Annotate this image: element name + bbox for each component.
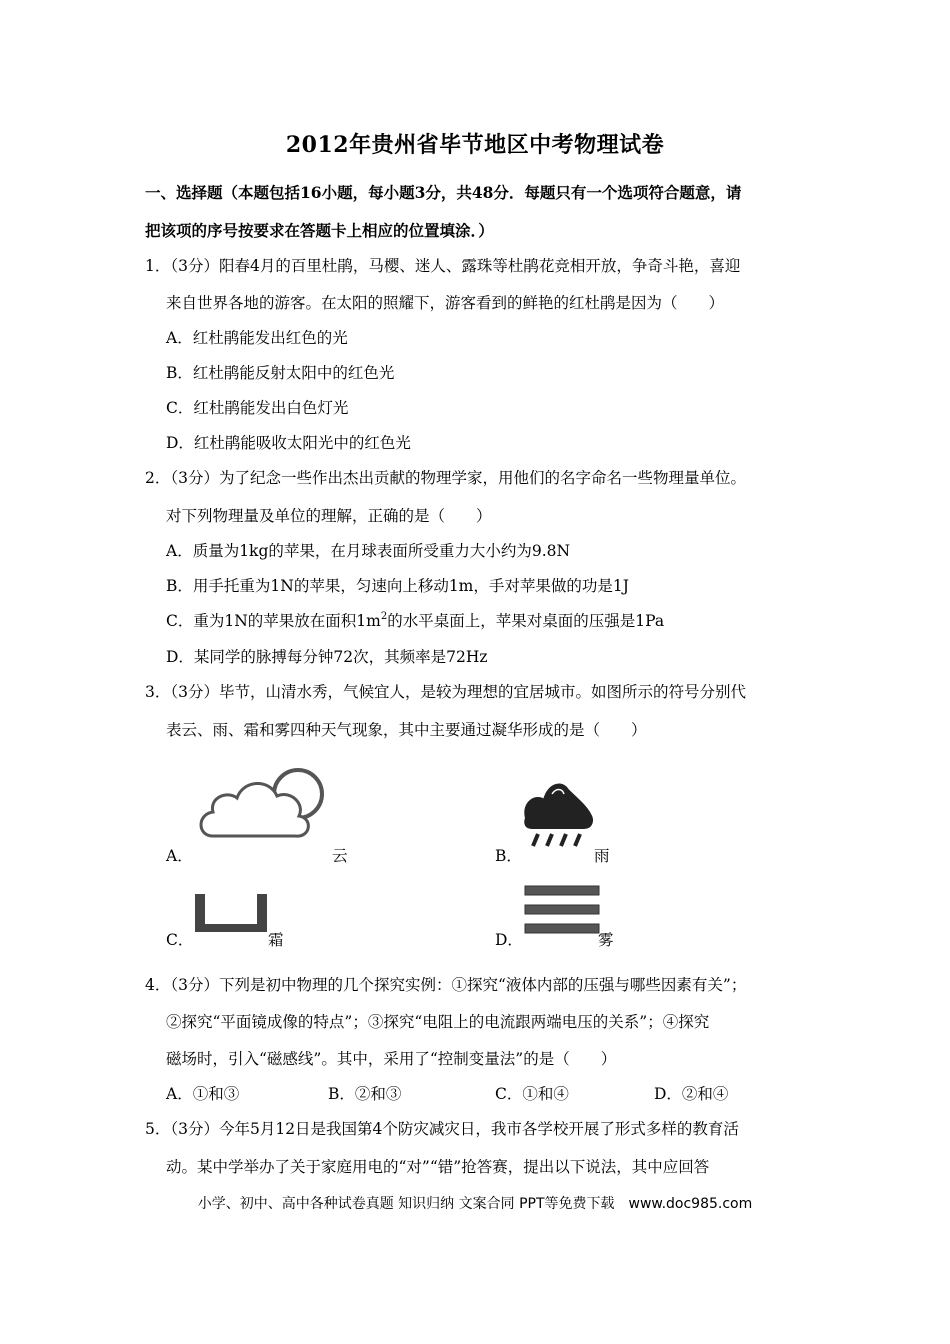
- q2-option-d: D．某同学的脉搏每分钟72次，其频率是72Hz: [166, 648, 488, 666]
- q3-option-c-name: 霜: [268, 931, 284, 949]
- q1-option-d: D．红杜鹃能吸收太阳光中的红色光: [166, 434, 411, 452]
- q4-stem-line2: ②探究“平面镜成像的特点”；③探究“电阻上的电流跟两端电压的关系”；④探究: [166, 1013, 710, 1031]
- q4-stem-line3: 磁场时，引入“磁感线”。其中，采用了“控制变量法”的是（ ）: [166, 1050, 617, 1068]
- rain-icon: [522, 776, 596, 848]
- q1-stem-line1: 1．（3分）阳春4月的百里杜鹃，马樱、迷人、露珠等杜鹃花竞相开放，争奇斗艳，喜迎: [145, 257, 741, 275]
- section-heading-line1: 一、选择题（本题包括16小题，每小题3分，共48分．每题只有一个选项符合题意，请: [145, 183, 742, 202]
- q1-option-b: B．红杜鹃能反射太阳中的红色光: [166, 364, 395, 382]
- q3-option-d-name: 雾: [598, 931, 614, 949]
- q2-stem-line1: 2．（3分）为了纪念一些作出杰出贡献的物理学家，用他们的名字命名一些物理量单位。: [145, 469, 746, 487]
- q3-option-c-label: C．: [166, 931, 194, 949]
- q3-option-a-label: A．: [166, 847, 193, 865]
- q3-stem-line2: 表云、雨、霜和雾四种天气现象，其中主要通过凝华形成的是（ ）: [166, 721, 647, 739]
- q1-stem-line2: 来自世界各地的游客。在太阳的照耀下，游客看到的鲜艳的红杜鹃是因为（ ）: [166, 294, 725, 312]
- q3-option-b-name: 雨: [594, 847, 610, 865]
- section-heading-line2: 把该项的序号按要求在答题卡上相应的位置填涂．）: [145, 221, 494, 240]
- q5-stem-line1: 5．（3分）今年5月12日是我国第4个防灾减灾日，我市各学校开展了形式多样的教育活: [145, 1120, 739, 1138]
- q2-option-c-pre: C．重为1N的苹果放在面积1m: [166, 612, 381, 630]
- frost-icon: [193, 892, 269, 934]
- cloud-icon: [195, 762, 335, 844]
- q2-option-c-post: 的水平桌面上，苹果对桌面的压强是1Pa: [387, 612, 665, 630]
- q3-option-b-label: B．: [495, 847, 522, 865]
- q1-option-c: C．红杜鹃能发出白色灯光: [166, 399, 349, 417]
- q2-stem-line2: 对下列物理量及单位的理解，正确的是（ ）: [166, 507, 492, 525]
- q2-option-c: [166, 611, 664, 631]
- q4-option-b: B．②和③: [328, 1085, 402, 1103]
- q3-option-a-name: 云: [332, 847, 348, 865]
- page-title: 2012年贵州省毕节地区中考物理试卷: [285, 132, 665, 158]
- q4-option-c: C．①和④: [495, 1085, 569, 1103]
- q4-option-a: A．①和③: [166, 1085, 240, 1103]
- q2-option-b: B．用手托重为1N的苹果，匀速向上移动1m，手对苹果做的功是1J: [166, 577, 629, 595]
- q2-option-a: A．质量为1kg的苹果，在月球表面所受重力大小约为9.8N: [166, 542, 571, 560]
- page-footer: 小学、初中、高中各种试卷真题 知识归纳 文案合同 PPT等免费下载 www.doc985.com: [197, 1196, 753, 1212]
- q3-stem-line1: 3．（3分）毕节，山清水秀，气候宜人，是较为理想的宜居城市。如图所示的符号分别代: [145, 683, 746, 701]
- q3-option-d-label: D．: [495, 931, 523, 949]
- q1-option-a: A．红杜鹃能发出红色的光: [166, 329, 348, 347]
- q4-option-d: D．②和④: [654, 1085, 729, 1103]
- q2-option-c-sup: 2: [380, 611, 388, 622]
- q5-stem-line2: 动。某中学举办了关于家庭用电的“对”“错”抢答赛，提出以下说法，其中应回答: [166, 1158, 710, 1176]
- q4-stem-line1: 4．（3分）下列是初中物理的几个探究实例：①探究“液体内部的压强与哪些因素有关”；: [145, 976, 747, 994]
- fog-icon: [524, 884, 600, 934]
